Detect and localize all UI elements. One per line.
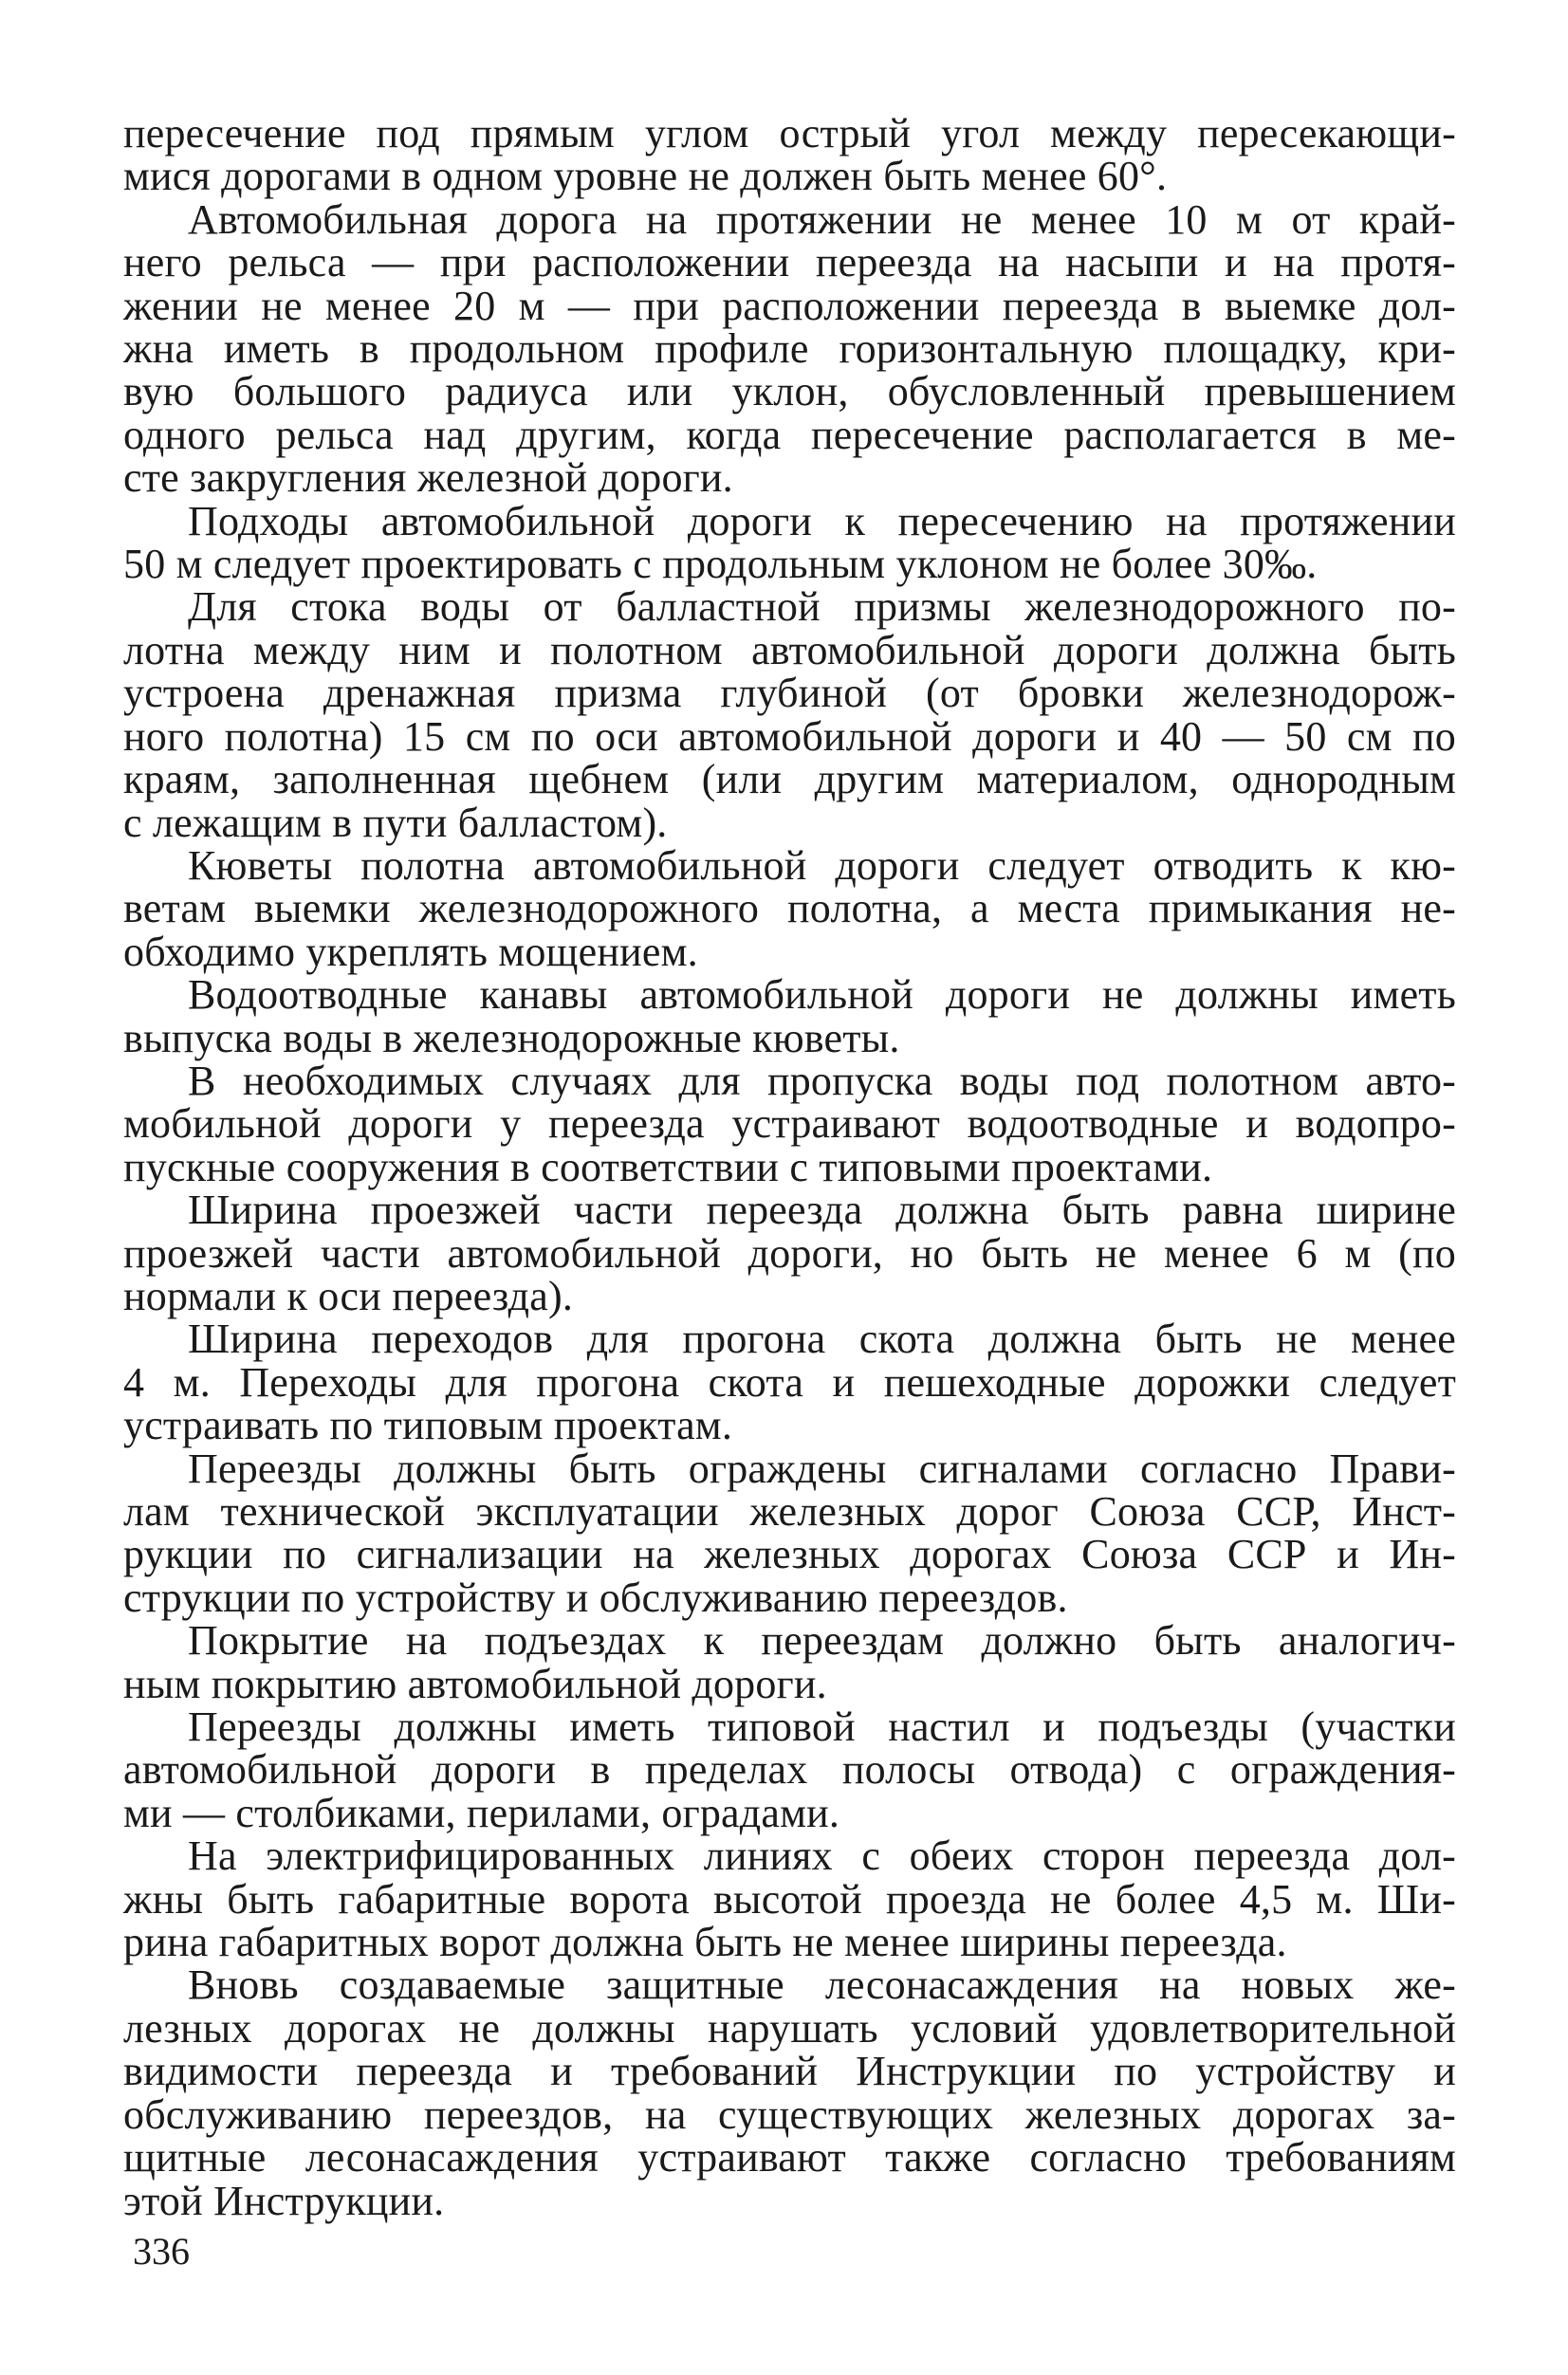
text-line: лотна между ним и полотном автомобильной дороги должна быть: [123, 626, 1456, 673]
paragraph-6: [123, 973, 1456, 1059]
text-line: мобильной дороги у переезда устраивают водоотводные и водопро-: [123, 1100, 1456, 1148]
text-line: вую большого радиуса или уклон, обусловленный превышением: [123, 368, 1456, 415]
paragraph-12: [123, 1705, 1456, 1834]
text-line: Вновь создаваемые защитные лесонасаждения на новых же-: [188, 1961, 1456, 2009]
text-line: струкции по устройству и обслуживанию переездов.: [123, 1574, 1068, 1621]
paragraph-1: [123, 112, 1456, 198]
text-line: устроена дренажная призма глубиной (от бровки железнодорож-: [123, 670, 1456, 717]
text-line: ным покрытию автомобильной дороги.: [123, 1660, 827, 1707]
paragraph-13: [123, 1832, 1456, 1966]
page-body: [123, 112, 1456, 2222]
text-line: В необходимых случаях для пропуска воды под полотном авто-: [188, 1057, 1456, 1104]
text-line: рукции по сигнализации на железных дорогах Союза ССР и Ин-: [123, 1531, 1456, 1578]
text-line: автомобильной дороги в пределах полосы отвода) с ограждения-: [123, 1746, 1456, 1794]
text-line: жны быть габаритные ворота высотой проезда не более 4,5 м. Ши-: [123, 1875, 1456, 1923]
text-line: этой Инструкции.: [123, 2177, 445, 2224]
text-line: Кюветы полотна автомобильной дороги следует отводить к кю-: [188, 841, 1456, 889]
text-line: устраивать по типовым проектам.: [123, 1402, 733, 1449]
paragraph-5: [123, 841, 1456, 975]
text-line: выпуска воды в железнодорожные кюветы.: [123, 1014, 900, 1061]
text-line: Ширина проезжей части переезда должна быть равна ширине: [188, 1187, 1456, 1234]
text-line: пускные сооружения в соответствии с типовыми проектами.: [123, 1143, 1213, 1190]
text-line: рина габаритных ворот должна быть не менее ширины переезда.: [123, 1919, 1287, 1966]
text-line: сте закругления железной дороги.: [123, 454, 733, 502]
text-line: видимости переезда и требований Инструкции по устройству и: [123, 2048, 1456, 2095]
text-line: ми — столбиками, перилами, оградами.: [123, 1789, 840, 1836]
text-line: Ширина переходов для прогона скота должна быть не менее: [188, 1316, 1456, 1363]
text-line: нормали к оси переезда).: [123, 1272, 574, 1319]
text-line: ного полотна) 15 см по оси автомобильной дороги и 40 — 50 см по: [123, 712, 1456, 760]
text-line: одного рельса над другим, когда пересечение располагается в ме-: [123, 411, 1456, 458]
text-line: жна иметь в продольном профиле горизонтальную площадку, кри-: [123, 325, 1456, 373]
paragraph-11: [123, 1619, 1456, 1705]
text-line: обслуживанию переездов, на существующих железных дорогах за-: [123, 2090, 1456, 2138]
page-number: 336: [133, 2230, 190, 2273]
paragraph-7: [123, 1059, 1456, 1188]
text-line: него рельса — при расположении переезда на насыпи и на протя-: [123, 239, 1456, 286]
text-line: Покрытие на подъездах к переездам должно быть аналогич-: [188, 1617, 1456, 1665]
text-line: На электрифицированных линиях с обеих сторон переезда дол-: [188, 1832, 1456, 1880]
text-line: Переезды должны иметь типовой настил и подъезды (участки: [188, 1703, 1456, 1751]
text-line: проезжей части автомобильной дороги, но быть не менее 6 м (по: [123, 1229, 1456, 1277]
text-line: жении не менее 20 м — при расположении переезда в выемке дол-: [123, 282, 1456, 329]
text-line: Подходы автомобильной дороги к пересечению на протяжении: [188, 497, 1456, 544]
text-line: Водоотводные канавы автомобильной дороги не должны иметь: [188, 971, 1456, 1019]
text-line: краям, заполненная щебнем (или другим материалом, однородным: [123, 756, 1456, 803]
paragraph-10: [123, 1447, 1456, 1620]
text-line: 4 м. Переходы для прогона скота и пешеходные дорожки следует: [123, 1358, 1456, 1406]
paragraph-3: [123, 497, 1456, 588]
paragraph-9: [123, 1316, 1456, 1449]
paragraph-8: [123, 1188, 1456, 1317]
text-line: Переезды должны быть ограждены сигналами согласно Прави-: [188, 1445, 1456, 1492]
text-line: лам технической эксплуатации железных дорог Союза ССР, Инст-: [123, 1488, 1456, 1535]
text-line: Автомобильная дорога на протяжении не менее 10 м от край-: [188, 195, 1456, 243]
text-line: с лежащим в пути балластом).: [123, 799, 668, 846]
text-line: пересечение под прямым углом острый угол между пересекающи-: [123, 110, 1456, 156]
paragraph-2: [123, 195, 1456, 502]
text-line: лезных дорогах не должны нарушать условий удовлетворительной: [123, 2004, 1456, 2052]
text-line: 50 м следует проектировать с продольным уклоном не более 30‰.: [123, 541, 1318, 588]
text-line: мися дорогами в одном уровне не должен быть менее 60°.: [123, 153, 1168, 200]
text-line: щитные лесонасаждения устраивают также согласно требованиям: [123, 2134, 1456, 2182]
paragraph-4: [123, 583, 1456, 846]
text-line: ветам выемки железнодорожного полотна, а места примыкания не-: [123, 885, 1456, 932]
paragraph-14: [123, 1961, 1456, 2224]
text-line: Для стока воды от балластной призмы железнодорожного по-: [188, 583, 1456, 631]
text-line: обходимо укреплять мощением.: [123, 928, 698, 975]
